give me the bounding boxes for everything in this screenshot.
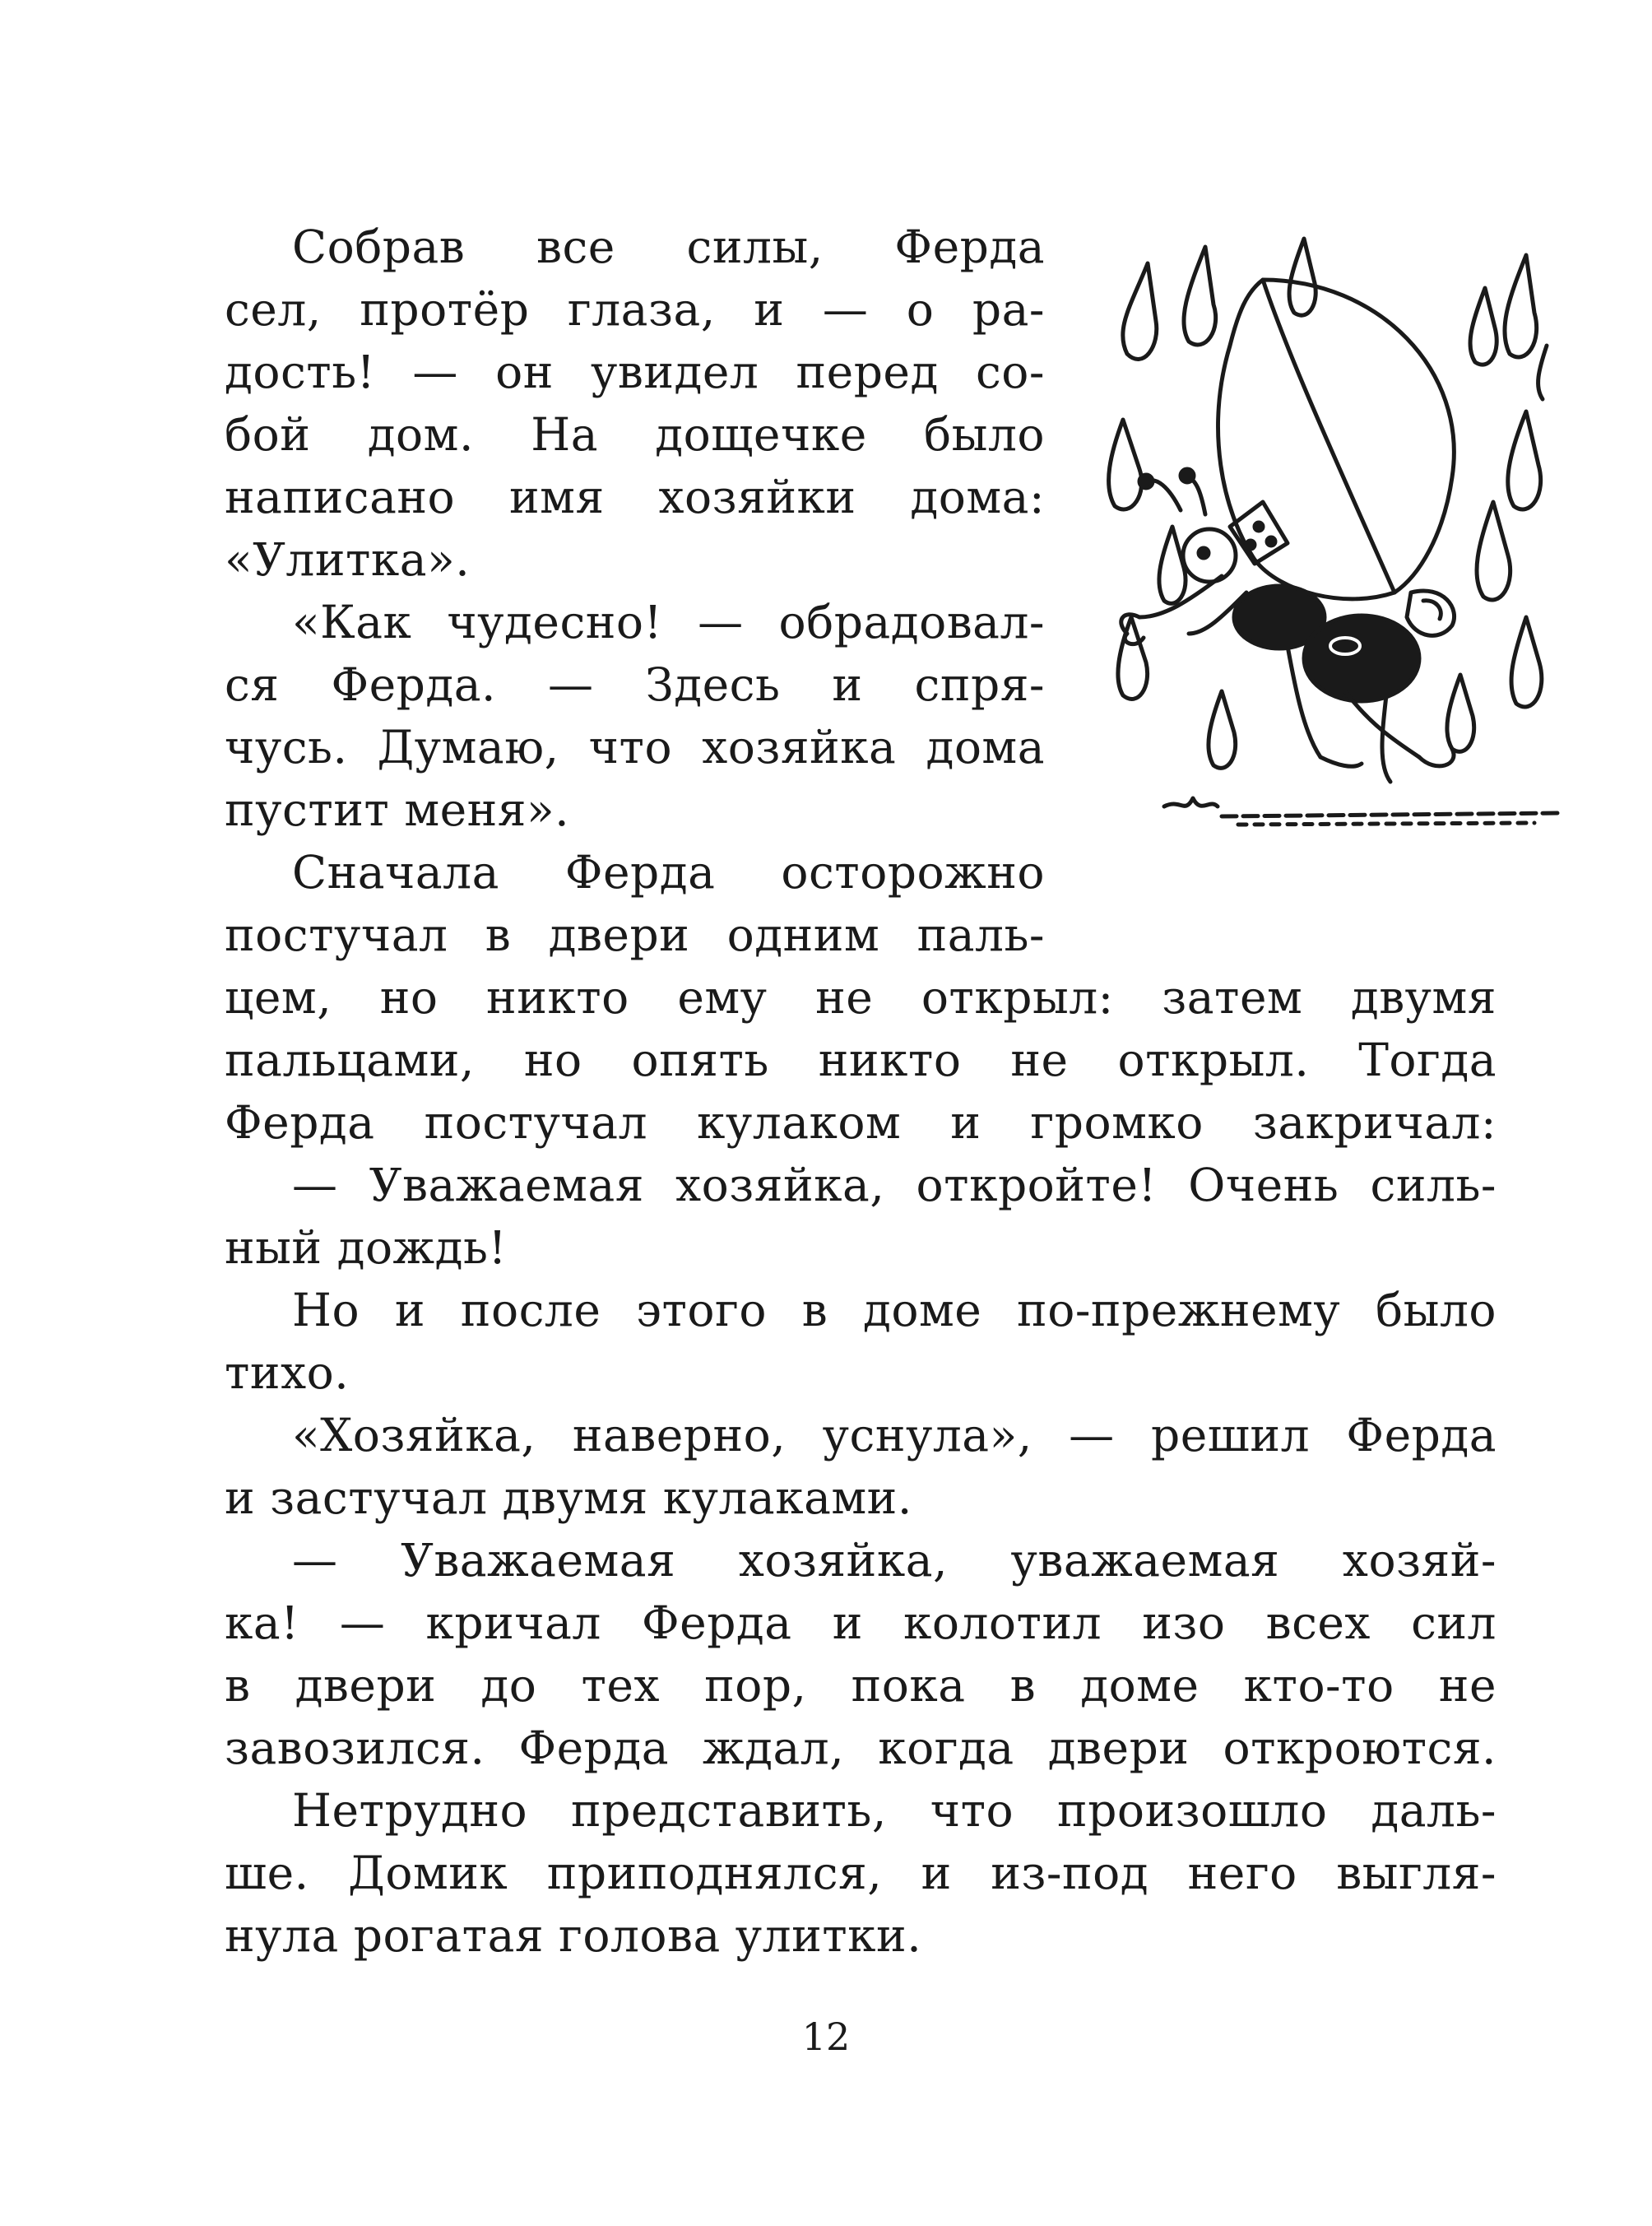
text-line: и застучал двумя кулаками. bbox=[225, 1471, 912, 1524]
text-line: — Уважаемая хозяйка, уважаемая хозяй- bbox=[292, 1534, 1497, 1587]
ant-icon bbox=[1121, 469, 1455, 782]
text-line: нула рогатая голова улитки. bbox=[225, 1909, 922, 1962]
text-line: Сначала Ферда осторожно bbox=[292, 846, 1045, 899]
text-line: в двери до тех пор, пока в доме кто-то не bbox=[225, 1659, 1497, 1712]
text-line: Ферда постучал кулаком и громко закричал: bbox=[225, 1096, 1497, 1149]
text-line: Нетрудно представить, что произошло даль- bbox=[292, 1784, 1497, 1837]
text-line: — Уважаемая хозяйка, откройте! Очень силь- bbox=[292, 1159, 1497, 1211]
ground-icon bbox=[1164, 798, 1559, 825]
text-line: пустит меня». bbox=[225, 783, 570, 836]
page-number: 12 bbox=[801, 2015, 851, 2059]
leaf-umbrella-icon bbox=[1218, 280, 1455, 599]
text-line: Собрав все силы, Ферда bbox=[292, 221, 1045, 273]
text-line: «Как чудесно! — обрадовал- bbox=[292, 596, 1045, 648]
text-line: написано имя хозяйки дома: bbox=[225, 471, 1045, 523]
text-line: чусь. Думаю, что хозяйка дома bbox=[225, 721, 1045, 774]
text-line: «Улитка». bbox=[225, 533, 471, 586]
text-line: «Хозяйка, наверно, уснула», — решил Ферда bbox=[292, 1409, 1497, 1462]
text-line: Но и после этого в доме по-прежнему было bbox=[292, 1284, 1497, 1336]
text-line: постучал в двери одним паль- bbox=[225, 909, 1045, 961]
text-line: дость! — он увидел перед со- bbox=[225, 346, 1045, 398]
text-line: завозился. Ферда ждал, когда двери откроются. bbox=[225, 1722, 1497, 1774]
text-line: пальцами, но опять никто не открыл. Тогда bbox=[225, 1034, 1497, 1086]
text-line: тихо. bbox=[225, 1346, 350, 1399]
text-line: сел, протёр глаза, и — о ра- bbox=[225, 283, 1045, 336]
text-line: ся Ферда. — Здесь и спря- bbox=[225, 658, 1045, 711]
text-line: ка! — кричал Ферда и колотил изо всех сил bbox=[225, 1596, 1497, 1649]
text-line: ше. Домик приподнялся, и из-под него выгля- bbox=[225, 1847, 1497, 1899]
text-line: ный дождь! bbox=[225, 1221, 508, 1274]
ant-in-rain-illustration bbox=[1098, 230, 1567, 856]
text-line: бой дом. На дощечке было bbox=[225, 408, 1045, 461]
text-line: цем, но никто ему не открыл: затем двумя bbox=[225, 971, 1497, 1024]
